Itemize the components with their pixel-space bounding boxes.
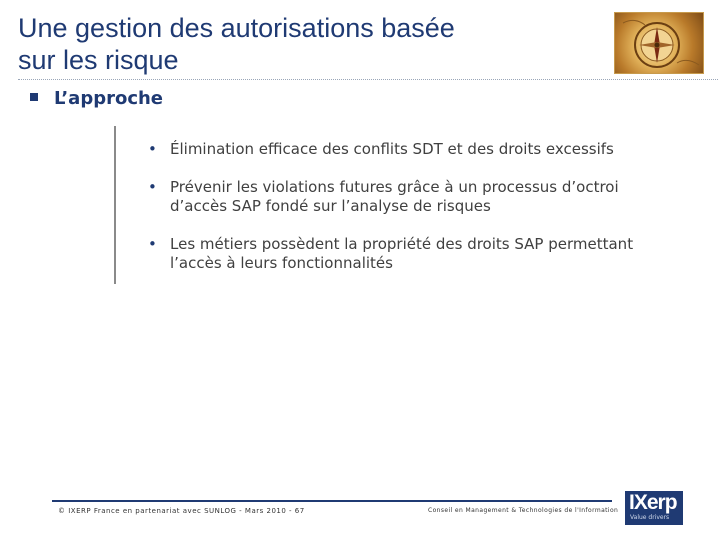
- slide-title-line-2: sur les risque: [18, 45, 179, 75]
- list-item: [148, 178, 688, 216]
- section-heading: [30, 88, 163, 109]
- vertical-bar: [114, 126, 116, 284]
- bullet-text-continued: l’accès à leurs fonctionnalités: [170, 254, 393, 272]
- square-bullet-icon: [30, 93, 38, 101]
- section-heading-label: L’approche: [54, 88, 164, 109]
- logo-text: IXerp: [629, 491, 677, 514]
- bullet-icon: •: [148, 178, 157, 196]
- title-divider: [18, 79, 718, 80]
- bullet-text: Les métiers possèdent la propriété des droits SAP permettant: [170, 235, 634, 253]
- ixerp-logo: [625, 491, 683, 525]
- bullet-text-continued: d’accès SAP fondé sur l’analyse de risques: [170, 197, 491, 215]
- bullet-text: Élimination efficace des conflits SDT et des droits excessifs: [170, 140, 614, 158]
- footer-divider: [52, 500, 612, 502]
- bullet-icon: •: [148, 235, 157, 253]
- compass-image: [614, 12, 704, 74]
- bullet-icon: •: [148, 140, 157, 158]
- slide-title-line-1: Une gestion des autorisations basée: [18, 13, 455, 43]
- bullet-list: [148, 140, 688, 292]
- footer-copyright: © IXERP France en partenariat avec SUNLOG - Mars 2010 - 67: [58, 507, 305, 515]
- slide-title: [18, 12, 608, 76]
- footer-tagline: Conseil en Management & Technologies de l'Information: [428, 507, 619, 514]
- logo-subtext: Value drivers: [630, 514, 670, 521]
- list-item: [148, 235, 688, 273]
- bullet-text: Prévenir les violations futures grâce à un processus d’octroi: [170, 178, 619, 196]
- list-item: [148, 140, 688, 159]
